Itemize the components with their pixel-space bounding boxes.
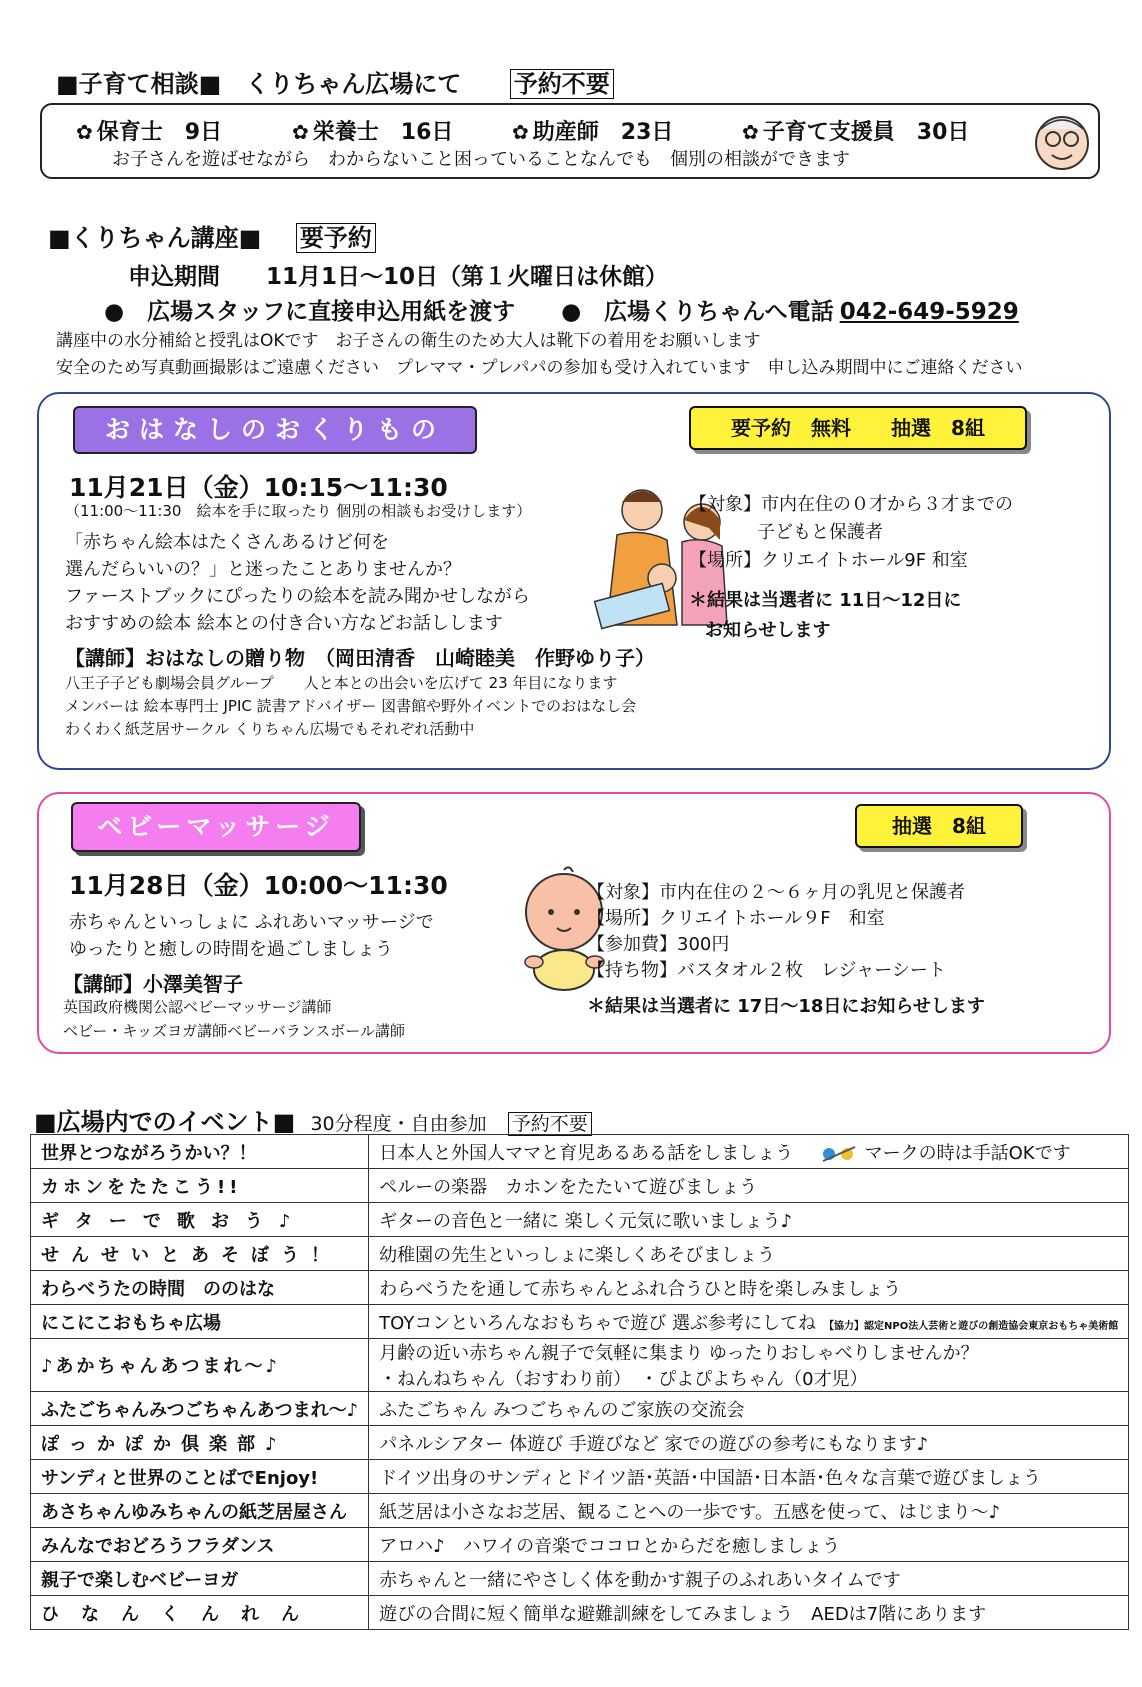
- flower-icon: ✿: [742, 120, 759, 144]
- table-row: [31, 1596, 1129, 1630]
- table-row: [31, 1528, 1129, 1562]
- massage-datetime: 11月28日（金）10:00～11:30: [69, 871, 448, 900]
- flower-icon: ✿: [512, 120, 529, 144]
- ohanashi-datetime: 11月21日（金）10:15～11:30: [69, 473, 448, 502]
- table-row: [31, 1426, 1129, 1460]
- consult-item: ✿ 栄養士 16日: [292, 120, 454, 145]
- ohanashi-tag: 要予約 無料 抽選 8組: [689, 406, 1027, 450]
- massage-tag: 抽選 8組: [855, 804, 1023, 848]
- events-title: ■広場内でのイベント■: [34, 1108, 296, 1136]
- table-row: [31, 1135, 1129, 1169]
- table-row: [31, 1460, 1129, 1494]
- table-row: [31, 1494, 1129, 1528]
- massage-detail: 【対象】市内在住の２～６ヶ月の乳児と保護者: [587, 882, 965, 903]
- massage-title: ベビーマッサージ: [71, 802, 361, 852]
- events-table: [30, 1134, 1129, 1630]
- event-name: わらべうたの時間 ののはな: [31, 1271, 369, 1305]
- ohanashi-lecturer: 【講師】おはなしの贈り物 （岡田清香 山崎睦美 作野ゆり子）: [65, 646, 655, 670]
- event-desc: TOYコンといろんなおもちゃで遊び 選ぶ参考にしてね 【協力】認定NPO法人芸術と遊びの創造協会東京おもちゃ美術館: [369, 1305, 1129, 1339]
- ohanashi-desc-line: 選んだらいいの？」と迷ったことありませんか？: [65, 559, 461, 580]
- consult-item: ✿ 子育て支援員 30日: [742, 120, 970, 145]
- events-header: [34, 1102, 592, 1137]
- ohanashi-lecturer-note: 八王子子ども劇場会員グループ 人と本との出会いを広げて 23 年目になります: [65, 674, 618, 692]
- ohanashi-result-1: ＊結果は当選者に 11日～12日に: [689, 590, 962, 611]
- table-row: [31, 1305, 1129, 1339]
- flower-icon: ✿: [76, 120, 93, 144]
- ohanashi-subnote: （11:00～11:30 絵本を手に取ったり 個別の相談もお受けします）: [65, 502, 532, 520]
- massage-lecturer-note: 英国政府機関公認ベビーマッサージ講師: [63, 998, 332, 1016]
- event-desc: 幼稚園の先生といっしょに楽しくあそびましょう: [369, 1237, 1129, 1271]
- course-period: 申込期間 11月1日～10日（第１火曜日は休館）: [128, 264, 669, 290]
- event-desc: わらべうたを通して赤ちゃんとふれ合うひと時を楽しみましょう: [369, 1271, 1129, 1305]
- event-desc: ペルーの楽器 カホンをたたいて遊びましょう: [369, 1169, 1129, 1203]
- consult-item: ✿ 助産師 23日: [512, 120, 674, 145]
- massage-detail: 【持ち物】バスタオル２枚 レジャーシート: [587, 960, 946, 981]
- ohanashi-result-2: お知らせします: [705, 620, 831, 641]
- ohanashi-lecturer-note: わくわく紙芝居サークル くりちゃん広場でもそれぞれ活動中: [65, 720, 475, 738]
- course-phone[interactable]: 042-649-5929: [839, 299, 1019, 325]
- event-desc: 日本人と外国人ママと育児あるある話をしましょう マークの時は手話OKです: [369, 1135, 1129, 1169]
- massage-result: ＊結果は当選者に 17日～18日にお知らせします: [587, 996, 985, 1017]
- table-row: [31, 1237, 1129, 1271]
- event-desc: ドイツ出身のサンディとドイツ語･英語･中国語･日本語･色々な言葉で遊びましょう: [369, 1460, 1129, 1494]
- ohanashi-place: 【場所】クリエイトホール9F 和室: [689, 550, 968, 571]
- ohanashi-desc-line: 「赤ちゃん絵本はたくさんあるけど何を: [65, 532, 389, 553]
- course-title: ■くりちゃん講座■ 要予約: [48, 218, 376, 253]
- event-name: みんなでおどろうフラダンス: [31, 1528, 369, 1562]
- event-desc: 赤ちゃんと一緒にやさしく体を動かす親子のふれあいタイムです: [369, 1562, 1129, 1596]
- event-name: ふたごちゃんみつごちゃんあつまれ～♪: [31, 1392, 369, 1426]
- event-name: ひなんくんれん: [31, 1596, 369, 1630]
- consult-note: お子さんを遊ばせながら わからないこと困っていることなんでも 個別の相談ができます: [112, 149, 850, 170]
- massage-lecturer: 【講師】小澤美智子: [63, 972, 243, 996]
- grandpa-icon: [1027, 107, 1097, 177]
- table-row: [31, 1169, 1129, 1203]
- ohanashi-card: [37, 392, 1111, 770]
- course-badge: 要予約: [296, 223, 376, 253]
- flower-icon: ✿: [292, 120, 309, 144]
- ohanashi-desc-line: おすすめの絵本 絵本との付き合い方などお話しします: [65, 613, 503, 634]
- sign-language-icon: [819, 1145, 859, 1163]
- ohanashi-lecturer-note: メンバーは 絵本専門士 JPIC 読書アドバイザー 図書館や野外イベントでのおはなし会: [65, 697, 637, 715]
- massage-detail: 【場所】クリエイトホール９F 和室: [587, 908, 885, 929]
- event-desc: 月齢の近い赤ちゃん親子で気軽に集まり ゆったりおしゃべりしませんか？ ・ねんねちゃん（おすわり前） ・ぴよぴよちゃん（0才児）: [369, 1339, 1129, 1392]
- event-name: あさちゃんゆみちゃんの紙芝居屋さん: [31, 1494, 369, 1528]
- course-note-2: 安全のため写真動画撮影はご遠慮ください プレママ・プレパパの参加も受け入れています 申し込み期間中にご連絡ください: [56, 358, 1023, 378]
- ohanashi-target-2: 子どもと保護者: [757, 522, 883, 543]
- consult-title: ■子育て相談■ くりちゃん広場にて 予約不要: [56, 64, 614, 99]
- event-desc: 紙芝居は小さなお芝居、観ることへの一歩です。五感を使って、はじまり～♪: [369, 1494, 1129, 1528]
- event-name: 世界とつながろうかい？！: [31, 1135, 369, 1169]
- event-desc: ふたごちゃん みつごちゃんのご家族の交流会: [369, 1392, 1129, 1426]
- consult-badge: 予約不要: [510, 69, 614, 99]
- event-credit: 【協力】認定NPO法人芸術と遊びの創造協会東京おもちゃ美術館: [824, 1320, 1119, 1332]
- massage-desc-line: ゆったりと癒しの時間を過ごしましょう: [69, 939, 393, 960]
- event-name: 親子で楽しむベビーヨガ: [31, 1562, 369, 1596]
- event-name: ♪あかちゃんあつまれ～♪: [31, 1339, 369, 1392]
- event-desc: ギターの音色と一緒に 楽しく元気に歌いましょう♪: [369, 1203, 1129, 1237]
- event-name: ギターで歌おう♪: [31, 1203, 369, 1237]
- consult-box: [40, 103, 1100, 179]
- ohanashi-target: 【対象】市内在住の０才から３才までの: [689, 494, 1013, 515]
- event-name: ぽっかぽか倶楽部♪: [31, 1426, 369, 1460]
- events-badge: 予約不要: [508, 1112, 592, 1136]
- course-note-1: 講座中の水分補給と授乳はOKです お子さんの衛生のため大人は靴下の着用をお願いします: [56, 331, 761, 351]
- table-row: [31, 1562, 1129, 1596]
- table-row: [31, 1392, 1129, 1426]
- table-row: [31, 1203, 1129, 1237]
- table-row: [31, 1271, 1129, 1305]
- massage-desc-line: 赤ちゃんといっしょに ふれあいマッサージで: [69, 912, 434, 933]
- event-name: にこにこおもちゃ広場: [31, 1305, 369, 1339]
- event-desc: 遊びの合間に短く簡単な避難訓練をしてみましょう AEDは7階にあります: [369, 1596, 1129, 1630]
- massage-detail: 【参加費】300円: [587, 934, 730, 955]
- event-name: せんせいとあそぼう！: [31, 1237, 369, 1271]
- event-desc: アロハ♪ ハワイの音楽でココロとからだを癒しましょう: [369, 1528, 1129, 1562]
- massage-lecturer-note: ベビー・キッズヨガ講師ベビーバランスボール講師: [63, 1022, 406, 1040]
- event-desc: パネルシアター 体遊び 手遊びなど 家での遊びの参考にもなります♪: [369, 1426, 1129, 1460]
- event-name: カホンをたたこう!!: [31, 1169, 369, 1203]
- consult-item: ✿ 保育士 9日: [76, 120, 223, 145]
- massage-card: [37, 792, 1111, 1054]
- events-subtitle: 30分程度・自由参加: [310, 1113, 487, 1135]
- course-methods: ● 広場スタッフに直接申込用紙を渡す ● 広場くりちゃんへ電話 042-649-5929: [104, 299, 1019, 325]
- ohanashi-desc-line: ファーストブックにぴったりの絵本を読み聞かせしながら: [65, 586, 530, 607]
- ohanashi-title: おはなしのおくりもの: [73, 406, 477, 454]
- table-row: [31, 1339, 1129, 1392]
- event-name: サンディと世界のことばでEnjoy!: [31, 1460, 369, 1494]
